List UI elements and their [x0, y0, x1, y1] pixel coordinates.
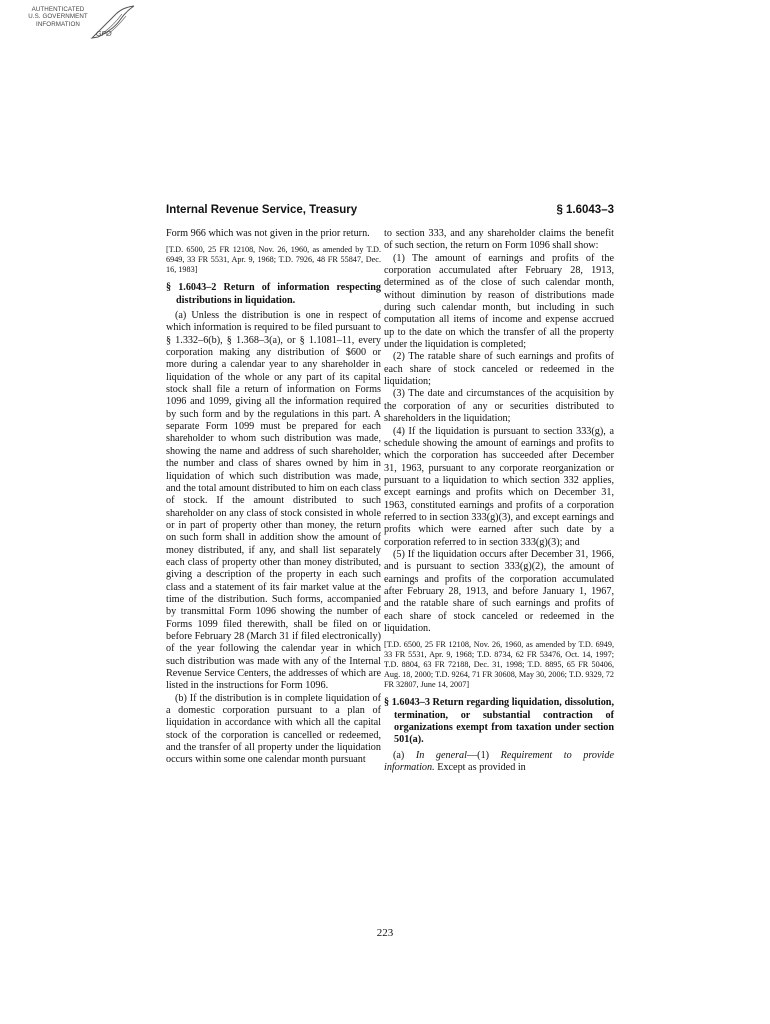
running-head-section: § 1.6043–3	[556, 204, 614, 216]
para-heading-requirement: Requirement to provide information.	[384, 749, 614, 774]
paragraph-3: (3) The date and circumstances of the acquisition by the corporation of any or securities distributed to shareholders in the liquidation;	[384, 388, 614, 425]
paragraph-continued: to section 333, and any shareholder claims the benefit of such section, the return on Form 1096 shall show:	[384, 228, 614, 252]
seal-line: AUTHENTICATED	[31, 6, 85, 13]
seal-text	[26, 6, 90, 28]
eagle-seal-icon	[82, 4, 142, 44]
seal-line: INFORMATION	[36, 20, 80, 28]
paragraph-intro: Form 966 which was not given in the prior return.	[166, 228, 370, 239]
paragraph-5: (5) If the liquidation occurs after December 31, 1966, and is pursuant to section 333(g)(2), the amount of earnings and profits of the corporation accumulated after February 28, 1913, and before January 1, 1967, and the ratable share of such earnings and profits of each share of stock canceled or redeemed in the liquidation.	[384, 548, 614, 634]
seal-line: U.S. GOVERNMENT	[28, 13, 88, 21]
left-column	[166, 228, 381, 767]
right-column	[384, 228, 614, 774]
citation-1: [T.D. 6500, 25 FR 12108, Nov. 26, 1960, as amended by T.D. 6949, 33 FR 5531, Apr. 9, 1968; T.D. 7926, 48 FR 55847, Dec. 16, 1983]	[166, 245, 381, 275]
paragraph-4: (4) If the liquidation is pursuant to section 333(g), a schedule showing the amount of earnings and profits to which the corporation has succeeded after December 31, 1963, pursuant to any corporate reorganization or pursuant to a liquidation to which section 332 applies, except earnings and profits which on December 31, 1963, constituted earnings and profits of a corporation referred to in section 333(g)(3), and except earnings and profits which were earned after such date by a corporation referred to in section 333(g)(3); and	[384, 425, 614, 548]
running-head	[166, 204, 614, 220]
para-rest: Except as provided in	[434, 762, 526, 774]
para-lead: (a)	[393, 749, 416, 761]
authentication-seal	[26, 4, 146, 48]
gpo-label: GPO	[96, 31, 112, 38]
para-heading-general: In general	[415, 749, 467, 761]
paragraph-b: (b) If the distribution is in complete liquidation of a domestic corporation pursuant to a plan of liquidation in accordance with which all the capital stock of the corporation is cancelled or redeemed, and the transfer of all property under the liquidation occurs within some one calendar month pursuant	[166, 692, 381, 766]
section-heading-1-6043-2: § 1.6043–2 Return of information respecting distributions in liquidation.	[166, 282, 381, 306]
section-heading-1-6043-3: § 1.6043–3 Return regarding liquidation, dissolution, termination, or substantial contraction of organizations exempt from taxation under section 501(a).	[384, 697, 614, 746]
paragraph-2: (2) The ratable share of such earnings and profits of each share of stock canceled or redeemed in the liquidation;	[384, 351, 614, 388]
page-number: 223	[376, 927, 394, 939]
paragraph-a: (a) Unless the distribution is one in respect of which information is required to be filed pursuant to § 1.332–6(b), § 1.368–3(a), or § 1.1081–11, every corporation making any distribution of $600 or more during a calendar year to any shareholder in liquidation of the whole or any part of its capital stock shall file a return of information on Forms 1096 and 1099, giving all the information required by such form and by the regulations in this part. A separate Form 1099 must be prepared for each shareholder to whom such distribution was made, showing the name and address of such shareholder, the number and class of shares owned by him in liquidation of which such distribution was made, and the total amount distributed to him on each class of stock. If the amount distributed to such shareholder on any class of stock consisted in whole or in part of property other than money, the return on such form shall in addition show the amount of money distributed, if any, and shall list separately each class of property other than money distributed, giving a description of the property in each such class and a statement of its fair market value at the time of the distribution. Such forms, accompanied by transmittal Form 1096 showing the number of Forms 1099 filed therewith, shall be filed on or before February 28 (March 31 if filed electronically) of the year following the calendar year in which such distribution was made with any of the Internal Revenue Service Centers, the addresses of which are listed in the instructions for Form 1096.	[166, 310, 381, 692]
paragraph-3a	[384, 750, 614, 775]
citation-2: [T.D. 6500, 25 FR 12108, Nov. 26, 1960, as amended by T.D. 6949, 33 FR 5531, Apr. 9, 1968; T.D. 8734, 62 FR 53476, Oct. 14, 1997; T.D. 8804, 63 FR 72188, Dec. 31, 1998; T.D. 8895, 65 FR 50406, Aug. 18, 2000; T.D. 9264, 71 FR 30608, May 30, 2006; T.D. 9329, 72 FR 32807, June 14, 2007]	[384, 640, 614, 690]
paragraph-1: (1) The amount of earnings and profits of the corporation accumulated after February 28, 1913, determined as of the close of such calendar month, without diminution by reason of distributions made during such calendar month, but including in such computation all items of income and expense accrued up to the date on which the transfer of all the property under the liquidation is completed;	[384, 252, 614, 351]
para-mid: —(1)	[466, 749, 501, 761]
running-head-agency: Internal Revenue Service, Treasury	[166, 204, 358, 216]
